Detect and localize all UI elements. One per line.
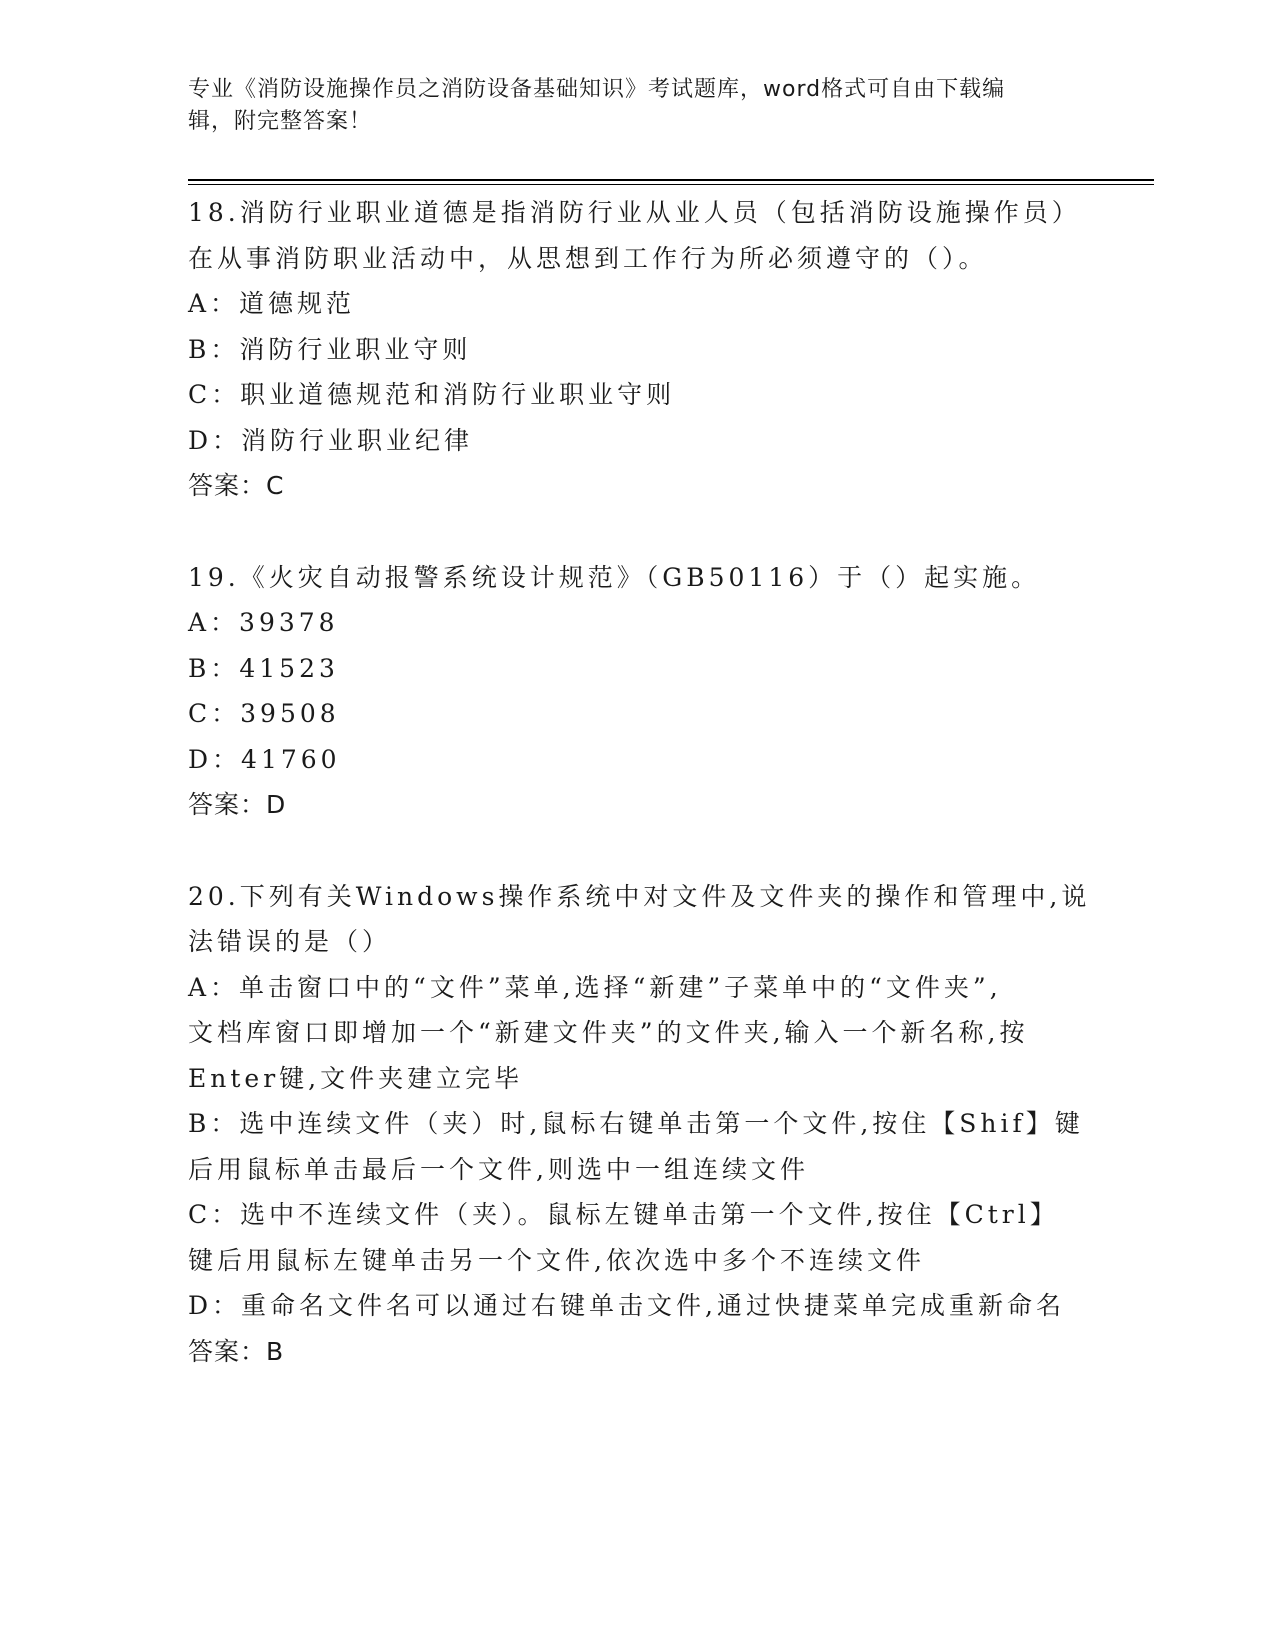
option-c: C：39508 xyxy=(188,699,340,728)
option-a-continued: 文档库窗口即增加一个“新建文件夹”的文件夹,输入一个新名称,按 xyxy=(188,1018,1029,1047)
question-list xyxy=(188,190,1091,1374)
question-stem: 法错误的是（） xyxy=(188,927,392,956)
header-divider xyxy=(188,179,1154,181)
header-line: 辑，附完整答案！ xyxy=(188,109,373,134)
document-header xyxy=(188,74,1068,138)
answer-label: 答案：B xyxy=(188,1336,285,1366)
option-a: A：39378 xyxy=(188,608,339,637)
option-a: A：道德规范 xyxy=(188,289,356,318)
question-20 xyxy=(188,874,1091,1375)
question-stem: 20.下列有关Windows操作系统中对文件及文件夹的操作和管理中,说 xyxy=(188,881,1091,911)
question-stem: 18.消防行业职业道德是指消防行业从业人员（包括消防设施操作员） xyxy=(188,198,1081,227)
answer-label: 答案：D xyxy=(188,790,287,819)
option-b: B：选中连续文件（夹）时,鼠标右键单击第一个文件,按住【Shif】键 xyxy=(188,1109,1084,1138)
header-line: 专业《消防设施操作员之消防设备基础知识》考试题库，word格式可自由下载编 xyxy=(188,77,1006,102)
option-b: B：消防行业职业守则 xyxy=(188,334,472,364)
option-b: B：41523 xyxy=(188,653,339,683)
header-divider-thin xyxy=(188,184,1154,185)
question-stem: 在从事消防职业活动中，从思想到工作行为所必须遵守的（）。 xyxy=(188,243,988,273)
option-c: C：选中不连续文件（夹）。鼠标左键单击第一个文件,按住【Ctrl】 xyxy=(188,1200,1059,1229)
question-stem: 19.《火灾自动报警系统设计规范》（GB50116）于（）起实施。 xyxy=(188,562,1041,592)
question-18 xyxy=(188,190,1088,509)
option-d: D：消防行业职业纪律 xyxy=(188,425,474,455)
option-c-continued: 键后用鼠标左键单击另一个文件,依次选中多个不连续文件 xyxy=(188,1245,925,1275)
option-a: A：单击窗口中的“文件”菜单,选择“新建”子菜单中的“文件夹”, xyxy=(188,972,1002,1002)
option-c: C：职业道德规范和消防行业职业守则 xyxy=(188,380,676,409)
option-a-continued: Enter键,文件夹建立完毕 xyxy=(188,1063,524,1093)
option-b-continued: 后用鼠标单击最后一个文件,则选中一组连续文件 xyxy=(188,1154,809,1184)
option-d: D：重命名文件名可以通过右键单击文件,通过快捷菜单完成重新命名 xyxy=(188,1291,1065,1320)
answer-label: 答案：C xyxy=(188,471,285,500)
question-19 xyxy=(188,555,1088,828)
option-d: D：41760 xyxy=(188,744,341,774)
